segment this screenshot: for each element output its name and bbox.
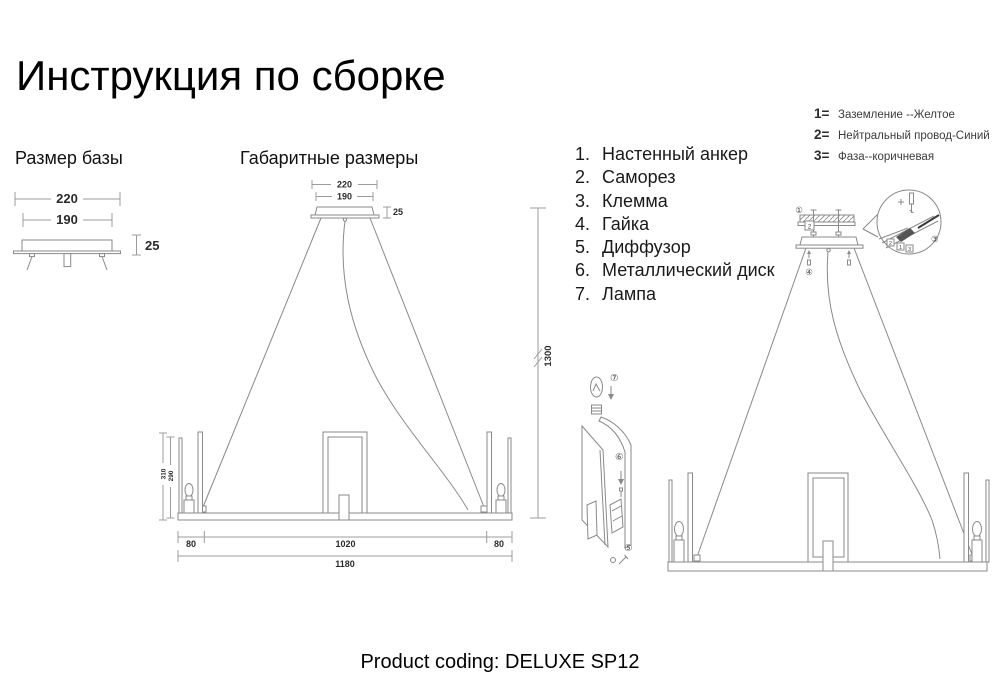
- wire-legend-item: [814, 127, 990, 148]
- part-number: 7.: [575, 283, 591, 304]
- part-number: 2.: [575, 167, 591, 188]
- wire-number: 2=: [814, 127, 830, 142]
- overall-dim-220: [312, 180, 377, 190]
- arrow-down-icon: [608, 386, 614, 400]
- overall-dim-25-label: 25: [393, 207, 404, 217]
- parts-list-item: [575, 166, 775, 189]
- svg-text:3: 3: [907, 246, 912, 253]
- page-title: Инструкция по сборке: [16, 52, 446, 99]
- part-label: Гайка: [602, 213, 650, 234]
- nut-annotation-right: [847, 250, 851, 265]
- base-size-heading: Размер базы: [15, 148, 123, 168]
- parts-list-item: [575, 283, 775, 306]
- parts-list-item: [575, 236, 775, 259]
- overall-dim-80-right-label: 80: [493, 539, 505, 549]
- lamp-callout-label: ⑦: [610, 373, 619, 384]
- part-number: 3.: [575, 190, 591, 211]
- overall-dim-25: [383, 207, 403, 218]
- wire-label: Фаза--коричневая: [838, 151, 935, 163]
- overall-dim-1180: [178, 550, 512, 569]
- diffuser-callout-label: ⑤: [624, 543, 633, 554]
- part-number: 4.: [575, 213, 591, 234]
- overall-dim-190: [316, 192, 373, 202]
- base-dim-190: [23, 212, 112, 227]
- base-dim-220: [15, 191, 120, 206]
- base-dim-25-label: 25: [145, 238, 160, 253]
- overall-dim-1020-label: 1020: [335, 539, 356, 549]
- part-number: 6.: [575, 260, 591, 281]
- parts-list-item: [575, 190, 775, 213]
- part-label: Настенный анкер: [602, 144, 749, 164]
- svg-text:2: 2: [888, 240, 893, 247]
- wire-label: Заземление --Желтое: [838, 109, 955, 121]
- overall-dim-1180-label: 1180: [335, 559, 355, 569]
- screw-icon: [611, 555, 629, 564]
- base-canopy-drawing: [14, 240, 121, 270]
- overall-dim-290-label: 290: [168, 470, 175, 482]
- overall-dim-290: [167, 437, 176, 518]
- svg-text:1: 1: [898, 244, 903, 251]
- part-label: Лампа: [602, 283, 656, 304]
- assembly-lamp-bar: [668, 473, 989, 571]
- overall-dim-310: [159, 433, 168, 520]
- overall-dim-1300-label: 1300: [543, 345, 554, 367]
- base-dim-220-label: 220: [56, 191, 78, 206]
- terminal-callout: [863, 190, 941, 254]
- base-dim-190-label: 190: [56, 212, 78, 227]
- screw-arrow-icon: [618, 471, 624, 497]
- wire-number: 3=: [814, 148, 830, 163]
- part-label: Металлический диск: [602, 260, 775, 281]
- overall-dim-190-label: 190: [336, 191, 353, 202]
- overall-size-heading: Габаритные размеры: [240, 148, 419, 168]
- part-label: Диффузор: [602, 237, 691, 258]
- part-label: Саморез: [602, 167, 676, 188]
- part-label: Клемма: [602, 190, 668, 211]
- wire-legend-item: [814, 148, 990, 169]
- screw-box-label: [805, 221, 814, 231]
- part-number: 5.: [575, 237, 591, 258]
- parts-list-item: [575, 143, 775, 166]
- overall-dim-220-label: 220: [336, 179, 353, 190]
- wire-box-label-2: [887, 239, 894, 247]
- svg-text:2: 2: [807, 223, 812, 231]
- parts-list-item: [575, 213, 775, 236]
- wire-legend-item: [814, 106, 990, 127]
- overall-dim-1300: [530, 208, 554, 518]
- wire-number: 1=: [814, 106, 830, 121]
- overall-dim-bottom-row: [178, 531, 512, 549]
- disk-callout-label: ⑥: [615, 452, 624, 463]
- assembly-canopy-drawing: [796, 237, 863, 252]
- overall-size-diagram: [150, 175, 565, 575]
- overall-dim-80-left-label: 80: [185, 539, 197, 549]
- nut-callout-label: ④: [805, 267, 813, 277]
- nut-annotation-left: [805, 250, 813, 277]
- overall-dim-310-label: 310: [160, 468, 168, 480]
- bulb-icon: [591, 377, 603, 414]
- wire-box-label-1: [897, 243, 904, 251]
- terminal-callout-label: ③: [931, 234, 939, 244]
- wire-box-label-3: [906, 245, 913, 253]
- anchor-callout-label: ①: [795, 205, 803, 215]
- overall-canopy-drawing: [311, 207, 379, 221]
- part-number: 1.: [575, 144, 591, 164]
- footer-product-code: Product coding: DELUXE SP12: [360, 651, 640, 673]
- parts-list-item: [575, 259, 775, 282]
- wire-legend: [814, 106, 990, 169]
- metal-disk-drawing: [582, 417, 631, 548]
- parts-list: [575, 143, 775, 306]
- wire-label: Нейтральный провод-Синий: [838, 130, 990, 142]
